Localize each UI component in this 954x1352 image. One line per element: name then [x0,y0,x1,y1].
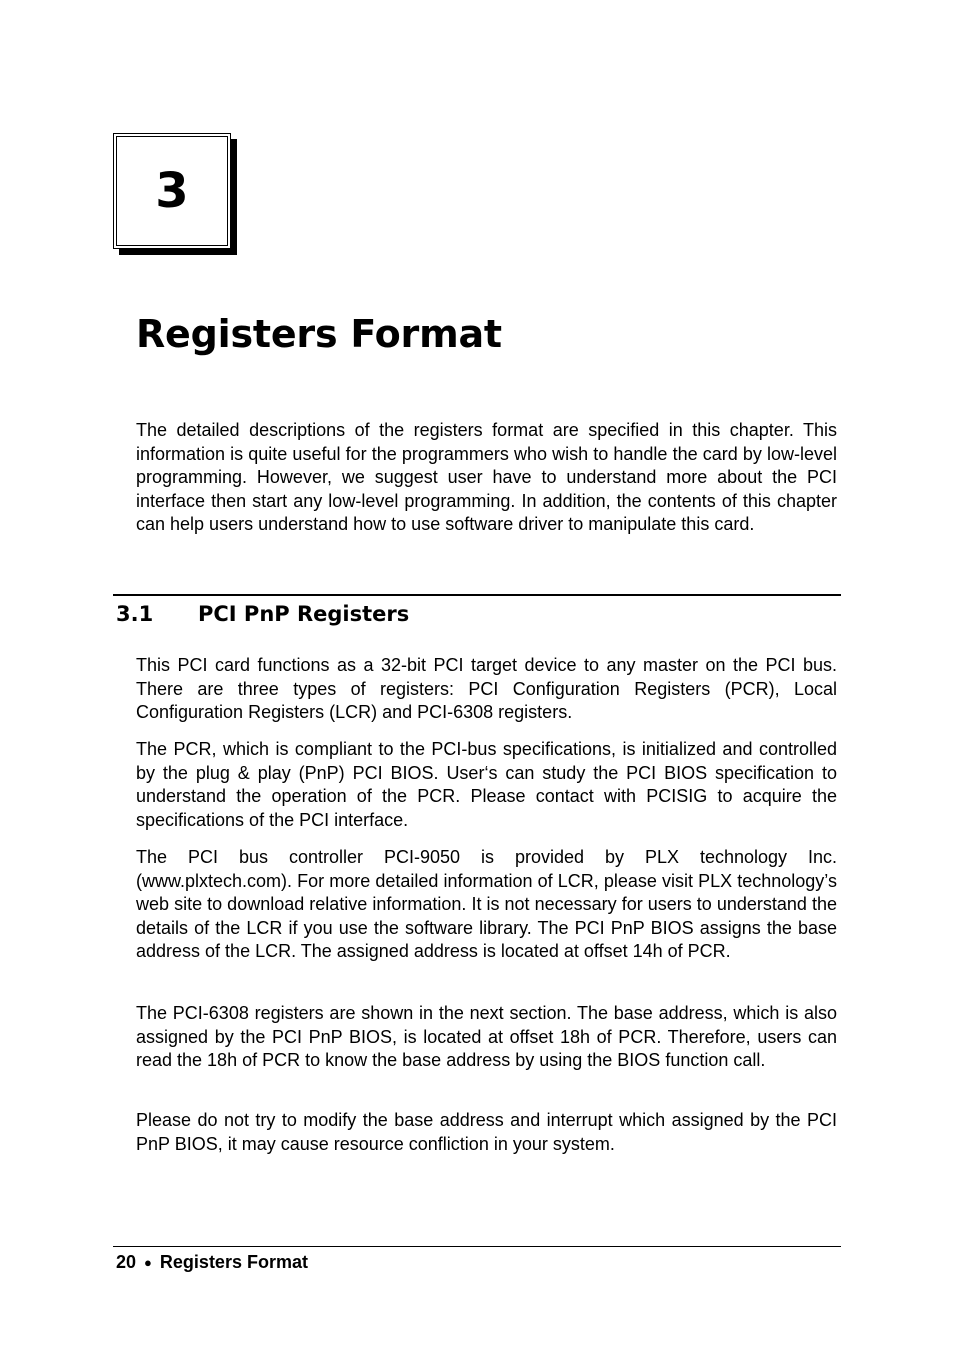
section-paragraph-4: The PCI-6308 registers are shown in the next section. The base address, which is also assigned by the PCI PnP BIOS, is located at offset 18h of PCR. Therefore, users can read the 18h of PCR to know the base address by using the BIOS function call. [136,1003,837,1071]
section-title: PCI PnP Registers [198,602,410,626]
section-heading [116,602,409,626]
section-number: 3.1 [116,602,154,626]
section-paragraph-2: The PCR, which is compliant to the PCI-bus specifications, is initialized and controlled by the plug & play (PnP) PCI BIOS. User‘s can study the PCI BIOS specification to understand the operation of the PCR. Please contact with PCISIG to acquire the specifications of the PCI interface. [136,739,837,830]
bullet-icon: ● [144,1255,152,1270]
footer-label: Registers Format [159,1252,308,1272]
section-paragraph-1: This PCI card functions as a 32-bit PCI target device to any master on the PCI bus. There are three types of registers: PCI Configuration Registers (PCR), Local Configuration Registers (LCR) and PCI-6308 registers. [136,655,837,723]
page-number: 20 [116,1252,137,1272]
footer-divider [113,1246,841,1247]
section-paragraph-5: Please do not try to modify the base address and interrupt which assigned by the PCI PnP BIOS, it may cause resource confliction in your system. [136,1110,837,1154]
section-divider [113,594,841,596]
chapter-number: 3 [155,163,189,219]
section-paragraph-3: The PCI bus controller PCI-9050 is provided by PLX technology Inc. (www.plxtech.com). For more detailed information of LCR, please visit PLX technology’s web site to download relative information. It is not necessary for users to understand the details of the LCR if you use the software library. The PCI PnP BIOS assigns the base address of the LCR. The assigned address is located at offset 14h of PCR. [136,847,837,962]
chapter-number-box [113,133,231,249]
chapter-title: Registers Format [136,312,502,356]
intro-paragraph: The detailed descriptions of the registers format are specified in this chapter. This information is quite useful for the programmers who wish to handle the card by low-level programming. However, we suggest user have to understand more about the PCI interface then start any low-level programming. In addition, the contents of this chapter can help users understand how to use software driver to manipulate this card. [136,420,837,535]
page-footer [116,1252,308,1273]
